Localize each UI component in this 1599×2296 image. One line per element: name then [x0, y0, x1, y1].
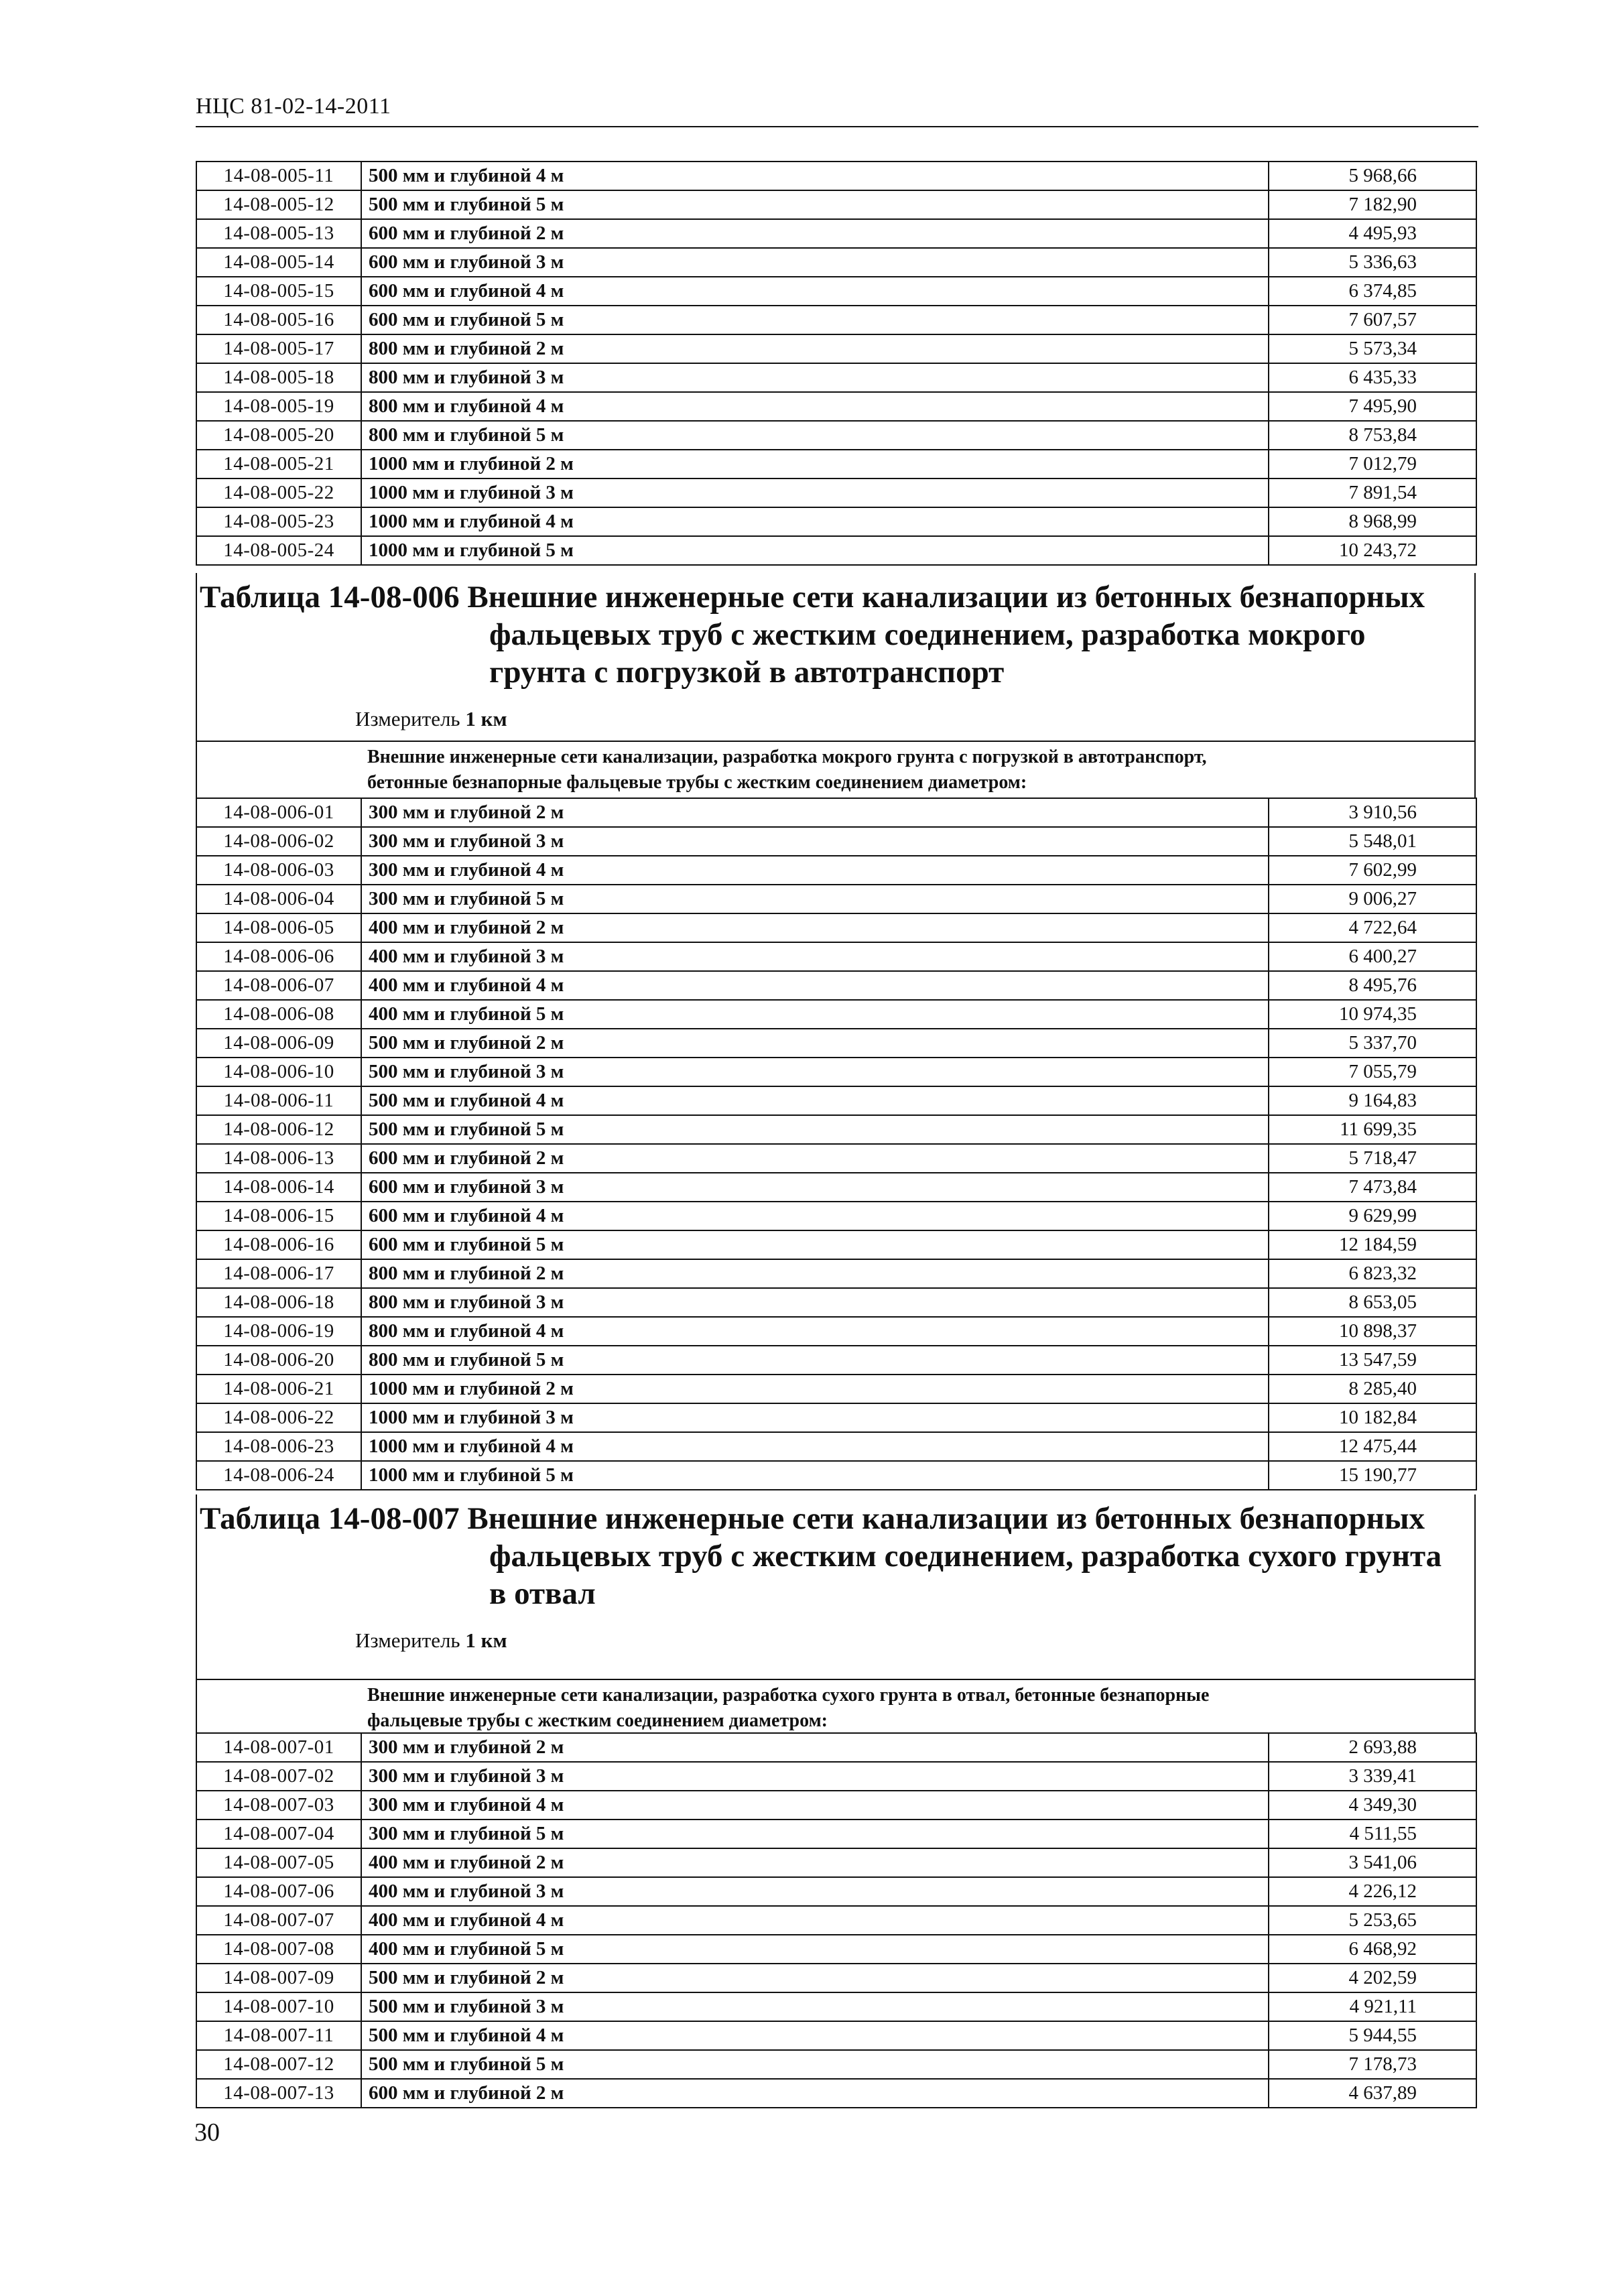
table-row — [196, 856, 1476, 885]
table-title — [197, 1494, 1474, 1612]
rate-code-cell: 14-08-005-17 — [196, 334, 361, 363]
price-cell: 3 541,06 — [1269, 1848, 1476, 1877]
description-cell: 800 мм и глубиной 2 м — [361, 334, 1269, 363]
table-row — [196, 913, 1476, 942]
table-row — [196, 1058, 1476, 1086]
price-cell: 8 968,99 — [1269, 507, 1476, 536]
table-heading-14-08-006 — [196, 573, 1476, 741]
table-row — [196, 2079, 1476, 2108]
rate-code-cell: 14-08-007-08 — [196, 1935, 361, 1964]
price-cell: 5 718,47 — [1269, 1144, 1476, 1173]
price-cell: 12 184,59 — [1269, 1230, 1476, 1259]
table-row — [196, 1375, 1476, 1403]
rate-code-cell: 14-08-007-13 — [196, 2079, 361, 2108]
price-cell: 10 243,72 — [1269, 536, 1476, 565]
description-cell: 500 мм и глубиной 4 м — [361, 162, 1269, 190]
rate-code-cell: 14-08-007-11 — [196, 2021, 361, 2050]
table-row — [196, 219, 1476, 248]
rate-code-cell: 14-08-005-14 — [196, 248, 361, 277]
table-row — [196, 1346, 1476, 1375]
rate-code-cell: 14-08-007-03 — [196, 1791, 361, 1820]
table-row — [196, 1403, 1476, 1432]
rate-code-cell: 14-08-005-24 — [196, 536, 361, 565]
table-row — [196, 1115, 1476, 1144]
price-cell: 5 944,55 — [1269, 2021, 1476, 2050]
description-cell: 1000 мм и глубиной 2 м — [361, 1375, 1269, 1403]
price-cell: 6 468,92 — [1269, 1935, 1476, 1964]
table-row — [196, 392, 1476, 421]
table-row — [196, 1762, 1476, 1791]
price-cell: 7 602,99 — [1269, 856, 1476, 885]
table-row — [196, 2021, 1476, 2050]
rate-code-cell: 14-08-006-12 — [196, 1115, 361, 1144]
table-row — [196, 1259, 1476, 1288]
price-cell: 15 190,77 — [1269, 1461, 1476, 1490]
description-cell: 500 мм и глубиной 4 м — [361, 2021, 1269, 2050]
description-cell: 400 мм и глубиной 5 м — [361, 1000, 1269, 1029]
price-cell: 3 339,41 — [1269, 1762, 1476, 1791]
description-cell: 300 мм и глубиной 4 м — [361, 856, 1269, 885]
price-cell: 5 336,63 — [1269, 248, 1476, 277]
rate-code-cell: 14-08-005-15 — [196, 277, 361, 306]
price-cell: 7 607,57 — [1269, 306, 1476, 334]
description-cell: 600 мм и глубиной 3 м — [361, 248, 1269, 277]
rate-code-cell: 14-08-007-02 — [196, 1762, 361, 1791]
rate-code-cell: 14-08-007-12 — [196, 2050, 361, 2079]
description-cell: 300 мм и глубиной 5 м — [361, 1820, 1269, 1848]
price-cell: 4 226,12 — [1269, 1877, 1476, 1906]
table-title-line: грунта с погрузкой в автотранспорт — [489, 655, 1005, 690]
rate-code-cell: 14-08-006-17 — [196, 1259, 361, 1288]
rate-code-cell: 14-08-006-18 — [196, 1288, 361, 1317]
rate-code-cell: 14-08-006-13 — [196, 1144, 361, 1173]
price-cell: 3 910,56 — [1269, 798, 1476, 827]
table-row — [196, 1820, 1476, 1848]
unit-of-measure — [197, 706, 1474, 735]
rate-code-cell: 14-08-005-22 — [196, 479, 361, 507]
description-cell: 300 мм и глубиной 3 м — [361, 827, 1269, 856]
table-row — [196, 942, 1476, 971]
price-cell: 6 823,32 — [1269, 1259, 1476, 1288]
header-rule — [196, 126, 1478, 127]
unit-of-measure — [197, 1627, 1474, 1657]
table-title-line: в отвал — [489, 1576, 596, 1611]
table-row — [196, 1000, 1476, 1029]
table-row — [196, 1848, 1476, 1877]
table-title-line: Таблица 14-08-007 Внешние инженерные сети канализации из бетонных безнапорных — [200, 1501, 1425, 1536]
rate-code-cell: 14-08-007-07 — [196, 1906, 361, 1935]
price-cell: 12 475,44 — [1269, 1432, 1476, 1461]
price-cell: 7 891,54 — [1269, 479, 1476, 507]
price-cell: 8 753,84 — [1269, 421, 1476, 450]
rate-code-cell: 14-08-005-21 — [196, 450, 361, 479]
table-row — [196, 971, 1476, 1000]
rate-code-cell: 14-08-006-08 — [196, 1000, 361, 1029]
description-cell: 300 мм и глубиной 4 м — [361, 1791, 1269, 1820]
table-row — [196, 1964, 1476, 1992]
description-cell: 1000 мм и глубиной 5 м — [361, 1461, 1269, 1490]
table-row — [196, 827, 1476, 856]
rates-table-14-08-006 — [196, 798, 1477, 1490]
unit-label: Измеритель — [355, 1629, 460, 1652]
rate-code-cell: 14-08-007-01 — [196, 1733, 361, 1762]
rate-code-cell: 14-08-006-06 — [196, 942, 361, 971]
table-title-line: фальцевых труб с жестким соединением, разработка мокрого — [489, 617, 1366, 652]
rate-code-cell: 14-08-005-19 — [196, 392, 361, 421]
rate-code-cell: 14-08-005-16 — [196, 306, 361, 334]
table-heading-14-08-007 — [196, 1494, 1476, 1679]
price-cell: 4 511,55 — [1269, 1820, 1476, 1848]
description-cell: 1000 мм и глубиной 4 м — [361, 1432, 1269, 1461]
rate-code-cell: 14-08-005-11 — [196, 162, 361, 190]
table-row — [196, 2050, 1476, 2079]
price-cell: 6 400,27 — [1269, 942, 1476, 971]
document-header: НЦС 81-02-14-2011 — [196, 94, 391, 119]
description-cell: 1000 мм и глубиной 2 м — [361, 450, 1269, 479]
price-cell: 9 629,99 — [1269, 1202, 1476, 1230]
price-cell: 4 722,64 — [1269, 913, 1476, 942]
description-cell: 300 мм и глубиной 2 м — [361, 1733, 1269, 1762]
rate-code-cell: 14-08-006-04 — [196, 885, 361, 913]
table-row — [196, 190, 1476, 219]
description-cell: 500 мм и глубиной 3 м — [361, 1058, 1269, 1086]
description-cell: 300 мм и глубиной 3 м — [361, 1762, 1269, 1791]
description-line: фальцевые трубы с жестким соединением диаметром: — [367, 1710, 828, 1731]
description-cell: 500 мм и глубиной 2 м — [361, 1964, 1269, 1992]
description-cell: 600 мм и глубиной 5 м — [361, 306, 1269, 334]
price-cell: 13 547,59 — [1269, 1346, 1476, 1375]
page-number: 30 — [194, 2118, 220, 2147]
price-cell: 4 495,93 — [1269, 219, 1476, 248]
rate-code-cell: 14-08-006-11 — [196, 1086, 361, 1115]
table-row — [196, 421, 1476, 450]
price-cell: 8 285,40 — [1269, 1375, 1476, 1403]
price-cell: 5 573,34 — [1269, 334, 1476, 363]
description-cell: 600 мм и глубиной 2 м — [361, 219, 1269, 248]
description-cell: 600 мм и глубиной 4 м — [361, 277, 1269, 306]
table-row — [196, 450, 1476, 479]
table-row — [196, 1791, 1476, 1820]
rate-code-cell: 14-08-006-14 — [196, 1173, 361, 1202]
price-cell: 7 178,73 — [1269, 2050, 1476, 2079]
rate-code-cell: 14-08-006-03 — [196, 856, 361, 885]
table-row — [196, 1230, 1476, 1259]
description-cell: 1000 мм и глубиной 3 м — [361, 479, 1269, 507]
table-row — [196, 536, 1476, 565]
description-cell: 600 мм и глубиной 3 м — [361, 1173, 1269, 1202]
description-cell: 500 мм и глубиной 5 м — [361, 1115, 1269, 1144]
table-row — [196, 1288, 1476, 1317]
price-cell: 10 974,35 — [1269, 1000, 1476, 1029]
rate-code-cell: 14-08-006-24 — [196, 1461, 361, 1490]
table-row — [196, 1432, 1476, 1461]
table-row — [196, 306, 1476, 334]
table-row — [196, 162, 1476, 190]
description-cell: 500 мм и глубиной 2 м — [361, 1029, 1269, 1058]
table-description-14-08-007 — [196, 1679, 1476, 1732]
rate-code-cell: 14-08-005-13 — [196, 219, 361, 248]
rate-code-cell: 14-08-006-20 — [196, 1346, 361, 1375]
description-cell: 500 мм и глубиной 5 м — [361, 190, 1269, 219]
price-cell: 8 495,76 — [1269, 971, 1476, 1000]
rate-code-cell: 14-08-006-22 — [196, 1403, 361, 1432]
price-cell: 4 921,11 — [1269, 1992, 1476, 2021]
table-row — [196, 1317, 1476, 1346]
price-cell: 4 349,30 — [1269, 1791, 1476, 1820]
description-cell: 300 мм и глубиной 2 м — [361, 798, 1269, 827]
rate-code-cell: 14-08-006-09 — [196, 1029, 361, 1058]
description-cell: 1000 мм и глубиной 5 м — [361, 536, 1269, 565]
rate-code-cell: 14-08-006-23 — [196, 1432, 361, 1461]
table-row — [196, 1992, 1476, 2021]
description-cell: 400 мм и глубиной 3 м — [361, 1877, 1269, 1906]
description-cell: 800 мм и глубиной 4 м — [361, 392, 1269, 421]
description-cell: 1000 мм и глубиной 4 м — [361, 507, 1269, 536]
unit-label: Измеритель — [355, 707, 460, 730]
description-cell: 600 мм и глубиной 2 м — [361, 1144, 1269, 1173]
table-row — [196, 363, 1476, 392]
rate-code-cell: 14-08-007-05 — [196, 1848, 361, 1877]
description-cell: 400 мм и глубиной 4 м — [361, 1906, 1269, 1935]
table-row — [196, 1173, 1476, 1202]
rate-code-cell: 14-08-006-15 — [196, 1202, 361, 1230]
description-cell: 800 мм и глубиной 2 м — [361, 1259, 1269, 1288]
description-cell: 1000 мм и глубиной 3 м — [361, 1403, 1269, 1432]
table-row — [196, 248, 1476, 277]
table-row — [196, 507, 1476, 536]
rate-code-cell: 14-08-007-09 — [196, 1964, 361, 1992]
price-cell: 5 253,65 — [1269, 1906, 1476, 1935]
unit-value: 1 км — [465, 1629, 507, 1652]
description-line: бетонные безнапорные фальцевые трубы с жестким соединением диаметром: — [367, 772, 1027, 793]
description-cell: 800 мм и глубиной 4 м — [361, 1317, 1269, 1346]
price-cell: 11 699,35 — [1269, 1115, 1476, 1144]
table-description-14-08-006 — [196, 741, 1476, 798]
rates-table-14-08-005 — [196, 161, 1477, 566]
description-cell: 300 мм и глубиной 5 м — [361, 885, 1269, 913]
description-cell: 800 мм и глубиной 5 м — [361, 1346, 1269, 1375]
price-cell: 5 337,70 — [1269, 1029, 1476, 1058]
table-title-line: фальцевых труб с жестким соединением, разработка сухого грунта — [489, 1539, 1442, 1574]
price-cell: 7 182,90 — [1269, 190, 1476, 219]
price-cell: 7 473,84 — [1269, 1173, 1476, 1202]
price-cell: 7 012,79 — [1269, 450, 1476, 479]
rate-code-cell: 14-08-005-20 — [196, 421, 361, 450]
unit-value: 1 км — [465, 707, 507, 730]
table-title-line: Таблица 14-08-006 Внешние инженерные сети канализации из бетонных безнапорных — [200, 580, 1425, 615]
price-cell: 8 653,05 — [1269, 1288, 1476, 1317]
price-cell: 5 548,01 — [1269, 827, 1476, 856]
table-title — [197, 573, 1474, 691]
description-cell: 800 мм и глубиной 5 м — [361, 421, 1269, 450]
description-cell: 500 мм и глубиной 5 м — [361, 2050, 1269, 2079]
description-cell: 800 мм и глубиной 3 м — [361, 1288, 1269, 1317]
rate-code-cell: 14-08-006-05 — [196, 913, 361, 942]
price-cell: 7 495,90 — [1269, 392, 1476, 421]
table-row — [196, 1202, 1476, 1230]
description-line: Внешние инженерные сети канализации, разработка сухого грунта в отвал, бетонные безнапорные — [367, 1685, 1210, 1706]
rate-code-cell: 14-08-007-10 — [196, 1992, 361, 2021]
price-cell: 6 435,33 — [1269, 363, 1476, 392]
price-cell: 10 182,84 — [1269, 1403, 1476, 1432]
description-cell: 600 мм и глубиной 5 м — [361, 1230, 1269, 1259]
table-row — [196, 798, 1476, 827]
rate-code-cell: 14-08-007-06 — [196, 1877, 361, 1906]
price-cell: 5 968,66 — [1269, 162, 1476, 190]
price-cell: 2 693,88 — [1269, 1733, 1476, 1762]
table-row — [196, 1877, 1476, 1906]
price-cell: 10 898,37 — [1269, 1317, 1476, 1346]
description-cell: 500 мм и глубиной 4 м — [361, 1086, 1269, 1115]
rate-code-cell: 14-08-006-21 — [196, 1375, 361, 1403]
rate-code-cell: 14-08-006-07 — [196, 971, 361, 1000]
rate-code-cell: 14-08-006-10 — [196, 1058, 361, 1086]
table-row — [196, 1461, 1476, 1490]
description-cell: 400 мм и глубиной 3 м — [361, 942, 1269, 971]
rates-table-14-08-007 — [196, 1732, 1477, 2108]
description-line: Внешние инженерные сети канализации, разработка мокрого грунта с погрузкой в автотранспорт, — [367, 747, 1207, 767]
table-row — [196, 1144, 1476, 1173]
price-cell: 7 055,79 — [1269, 1058, 1476, 1086]
table-row — [196, 1029, 1476, 1058]
table-row — [196, 885, 1476, 913]
description-cell: 400 мм и глубиной 4 м — [361, 971, 1269, 1000]
price-cell: 6 374,85 — [1269, 277, 1476, 306]
rate-code-cell: 14-08-005-18 — [196, 363, 361, 392]
rate-code-cell: 14-08-006-01 — [196, 798, 361, 827]
rate-code-cell: 14-08-006-02 — [196, 827, 361, 856]
description-cell: 400 мм и глубиной 2 м — [361, 913, 1269, 942]
table-row — [196, 334, 1476, 363]
description-cell: 600 мм и глубиной 2 м — [361, 2079, 1269, 2108]
rate-code-cell: 14-08-005-23 — [196, 507, 361, 536]
rate-code-cell: 14-08-006-16 — [196, 1230, 361, 1259]
description-cell: 600 мм и глубиной 4 м — [361, 1202, 1269, 1230]
price-cell: 9 006,27 — [1269, 885, 1476, 913]
rate-code-cell: 14-08-005-12 — [196, 190, 361, 219]
rate-code-cell: 14-08-006-19 — [196, 1317, 361, 1346]
description-cell: 400 мм и глубиной 5 м — [361, 1935, 1269, 1964]
table-row — [196, 479, 1476, 507]
table-row — [196, 277, 1476, 306]
price-cell: 4 637,89 — [1269, 2079, 1476, 2108]
description-cell: 500 мм и глубиной 3 м — [361, 1992, 1269, 2021]
description-cell: 400 мм и глубиной 2 м — [361, 1848, 1269, 1877]
rate-code-cell: 14-08-007-04 — [196, 1820, 361, 1848]
description-cell: 800 мм и глубиной 3 м — [361, 363, 1269, 392]
table-row — [196, 1906, 1476, 1935]
price-cell: 4 202,59 — [1269, 1964, 1476, 1992]
table-row — [196, 1086, 1476, 1115]
table-row — [196, 1733, 1476, 1762]
price-cell: 9 164,83 — [1269, 1086, 1476, 1115]
table-row — [196, 1935, 1476, 1964]
